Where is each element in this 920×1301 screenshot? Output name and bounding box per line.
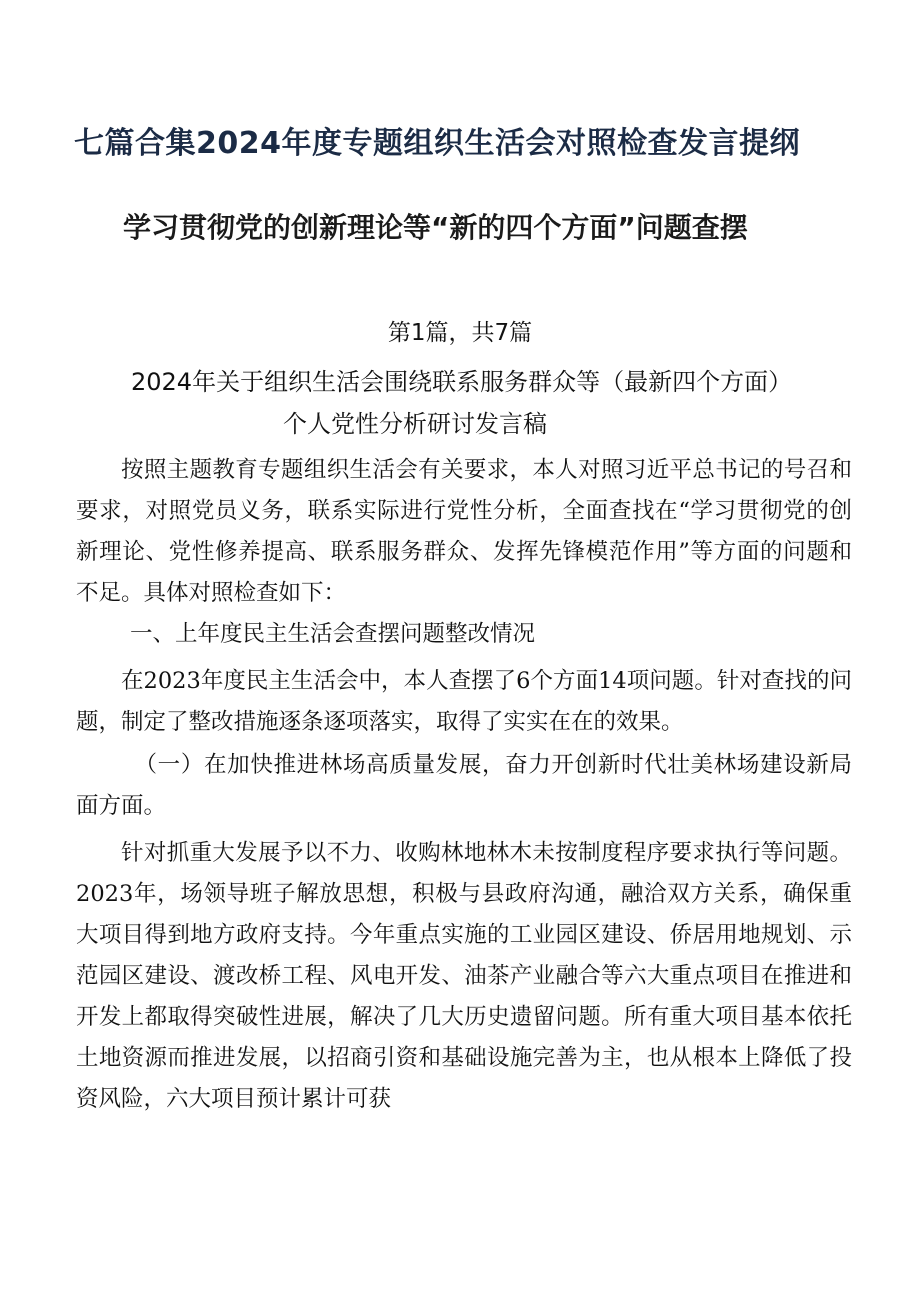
sub-heading: （一）在加快推进林场高质量发展，奋力开创新时代壮美林场建设新局面方面。 <box>76 752 852 819</box>
part-marker: 第1篇，共7篇 <box>387 320 533 346</box>
main-title: 七篇合集2024年度专题组织生活会对照检查发言提纲 <box>74 126 800 161</box>
section-heading: 一、上年度民主生活会查摆问题整改情况 <box>130 621 536 647</box>
subtitle: 学习贯彻党的创新理论等“新的四个方面”问题查摆 <box>123 211 748 244</box>
body-text <box>76 450 852 1120</box>
article-title-line-1: 2024年关于组织生活会围绕联系服务群众等（最新四个方面） <box>131 368 793 396</box>
intro-paragraph: 按照主题教育专题组织生活会有关要求，本人对照习近平总书记的号召和要求，对照党员义务，联系实际进行党性分析，全面查找在“学习贯彻党的创新理论、党性修养提高、联系服务群众、发挥先锋模范作用”等方面的问题和不足。具体对照检查如下： <box>76 457 852 606</box>
detail-paragraph: 针对抓重大发展予以不力、收购林地林木未按制度程序要求执行等问题。2023年，场领导班子解放思想，积极与县政府沟通，融洽双方关系，确保重大项目得到地方政府支持。今年重点实施的工业园区建设、侨居用地规划、示范园区建设、渡改桥工程、风电开发、油茶产业融合等六大重点项目在推进和开发上都取得突破性进展，解决了几大历史遗留问题。所有重大项目基本依托土地资源而推进发展，以招商引资和基础设施完善为主，也从根本上降低了投资风险，六大项目预计累计可获 <box>76 840 852 1112</box>
review-paragraph: 在2023年度民主生活会中，本人查摆了6个方面14项问题。针对查找的问题，制定了整改措施逐条逐项落实，取得了实实在在的效果。 <box>76 668 852 735</box>
article-title-line-2: 个人党性分析研讨发言稿 <box>283 410 547 438</box>
